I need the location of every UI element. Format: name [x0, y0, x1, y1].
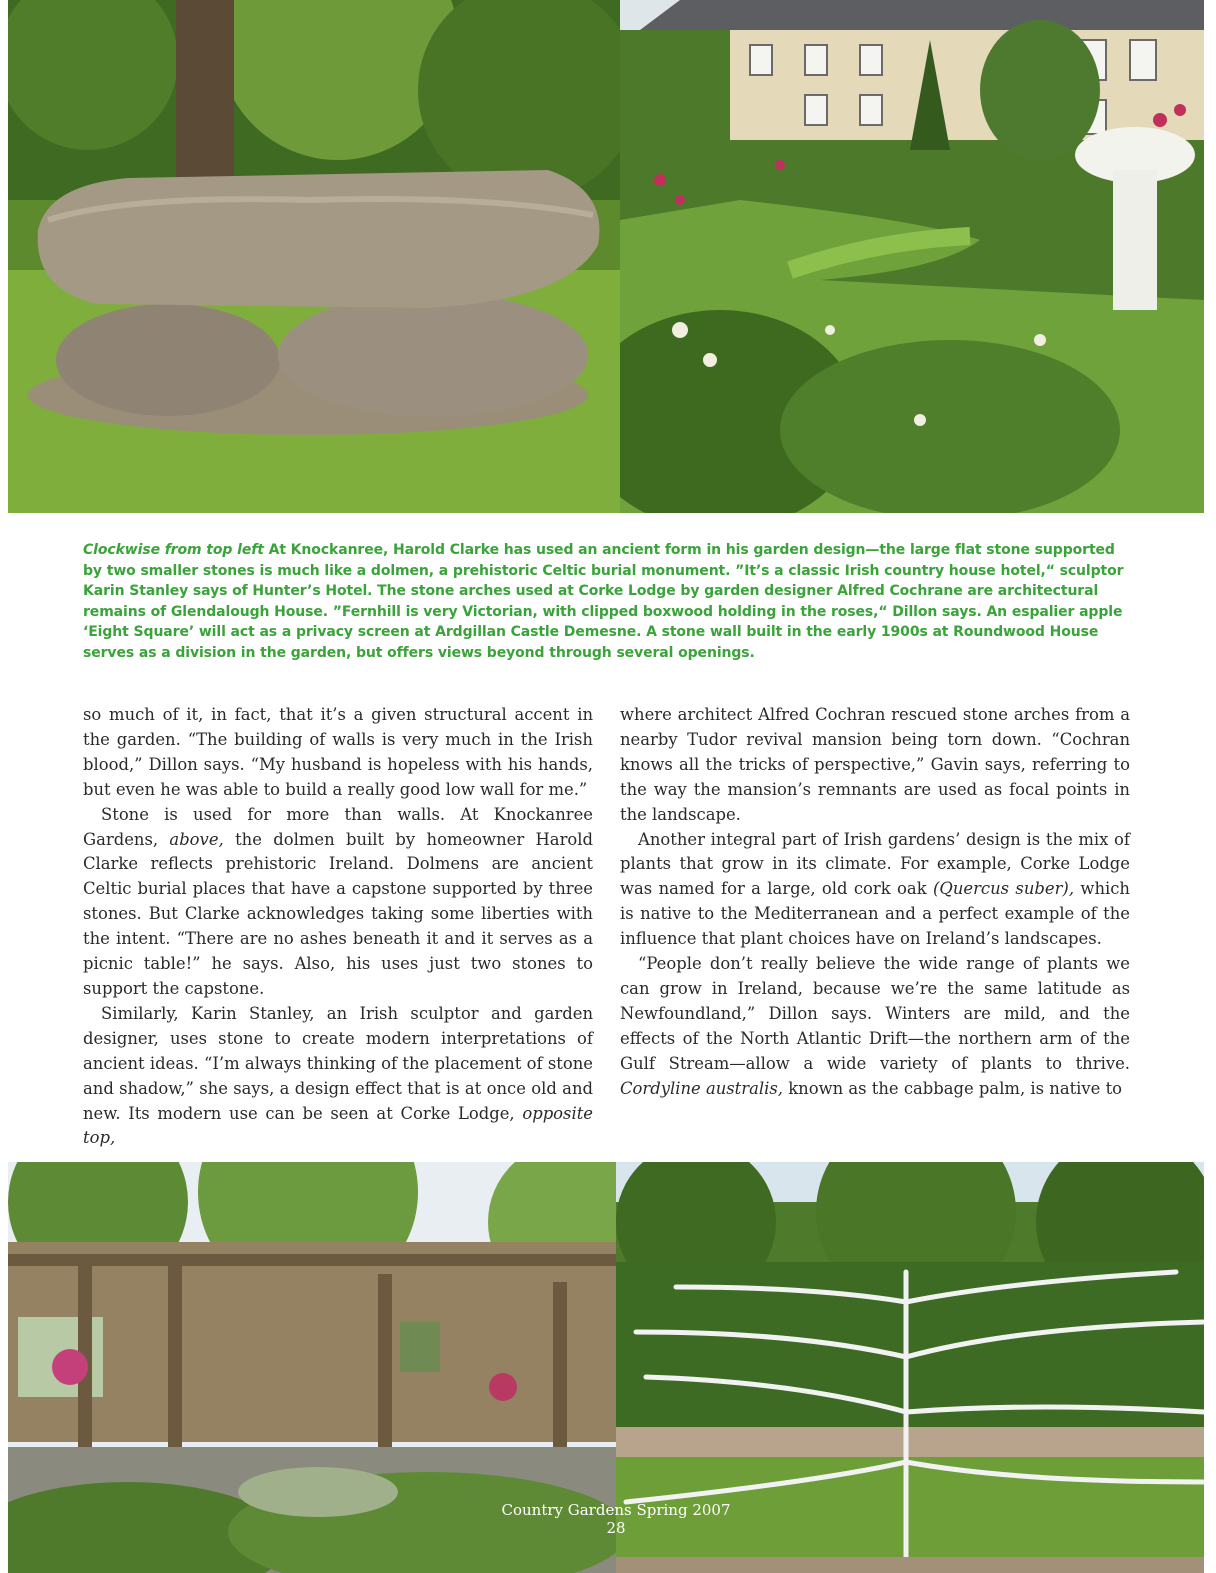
article-paragraph: so much of it, in fact, that it’s a given structural accent in the garden. “The building of walls is very much in the Irish blood,” Dillon says. “My husband is hopeless with his hands, but even he was able to build a really good low wall for me.” — [83, 705, 593, 799]
page-number: 28 — [606, 1519, 626, 1537]
article-text: the dolmen built by homeowner Harold Clarke reflects prehistoric Ireland. Dolmens are ancient Celtic burial places that have a capstone supported by three stones. But Clarke acknowledges taking some liberties with the intent. “There are no ashes beneath it and it serves as a picnic table!” he says. Also, his uses just two stones to support the capstone. — [83, 829, 594, 998]
article-text: known as the cabbage palm, is native to — [788, 1078, 1123, 1098]
article-paragraph — [83, 803, 593, 1002]
article-italic: Cordyline australis, — [620, 1078, 783, 1098]
article-italic: opposite top, — [83, 1103, 593, 1148]
article-column-left — [83, 703, 593, 1151]
article-column-right — [620, 703, 1130, 1102]
article-text: which is native to the Mediterranean and a perfect example of the influence that plant choices have on Ireland’s landscapes. — [620, 879, 1130, 949]
dolmen-photo — [8, 0, 620, 513]
page-folio — [416, 1501, 816, 1537]
article-text: Stone is used for more than walls. At Knockanree Gardens, — [83, 804, 593, 849]
article-text: Another integral part of Irish gardens’ design is the mix of plants that grow in its climate. For example, Corke Lodge was named for a large, old cork oak — [620, 829, 1130, 899]
hotel-garden-photo — [620, 0, 1204, 513]
article-paragraph — [83, 1002, 593, 1151]
article-text: Similarly, Karin Stanley, an Irish sculptor and garden designer, uses stone to create modern interpretations of ancient ideas. “I’m always thinking of the placement of stone and shadow,” she says, a design effect that is at once old and new. Its modern use can be seen at Corke Lodge, — [83, 1003, 593, 1123]
publication-name: Country Gardens Spring 2007 — [501, 1501, 731, 1519]
article-italic: (Quercus suber), — [933, 879, 1075, 899]
article-italic: above, — [169, 829, 224, 849]
article-paragraph — [620, 828, 1130, 953]
article-paragraph: where architect Alfred Cochran rescued stone arches from a nearby Tudor revival mansion being torn down. “Cochran knows all the tricks of perspective,” Gavin says, referring to the way the mansion’s remnants are used as focal points in the landscape. — [620, 705, 1130, 824]
photo-caption — [83, 540, 1128, 664]
caption-text: At Knockanree, Harold Clarke has used an ancient form in his garden design—the large flat stone supported by two smaller stones is much like a dolmen, a prehistoric Celtic burial monument. ”It’s a classic Irish country house hotel,“ sculptor Karin Stanley says of Hunter’s Hotel. The stone arches used at Corke Lodge by garden designer Alfred Cochrane are architectural remains of Glendalough House. ”Fernhill is very Victorian, with clipped boxwood holding in the roses,“ Dillon says. An espalier apple ‘Eight Square’ will act as a privacy screen at Ardgillan Castle Demesne. A stone wall built in the early 1900s at Roundwood House serves as a division in the garden, but offers views beyond through several openings. — [83, 542, 1124, 661]
caption-lead: Clockwise from top left — [83, 542, 264, 558]
article-text: “People don’t really believe the wide range of plants we can grow in Ireland, because we’re the same latitude as Newfoundland,” Dillon says. Winters are mild, and the effects of the North Atlantic Drift—the northern arm of the Gulf Stream—allow a wide variety of plants to thrive. — [620, 954, 1130, 1073]
article-paragraph — [620, 952, 1130, 1101]
